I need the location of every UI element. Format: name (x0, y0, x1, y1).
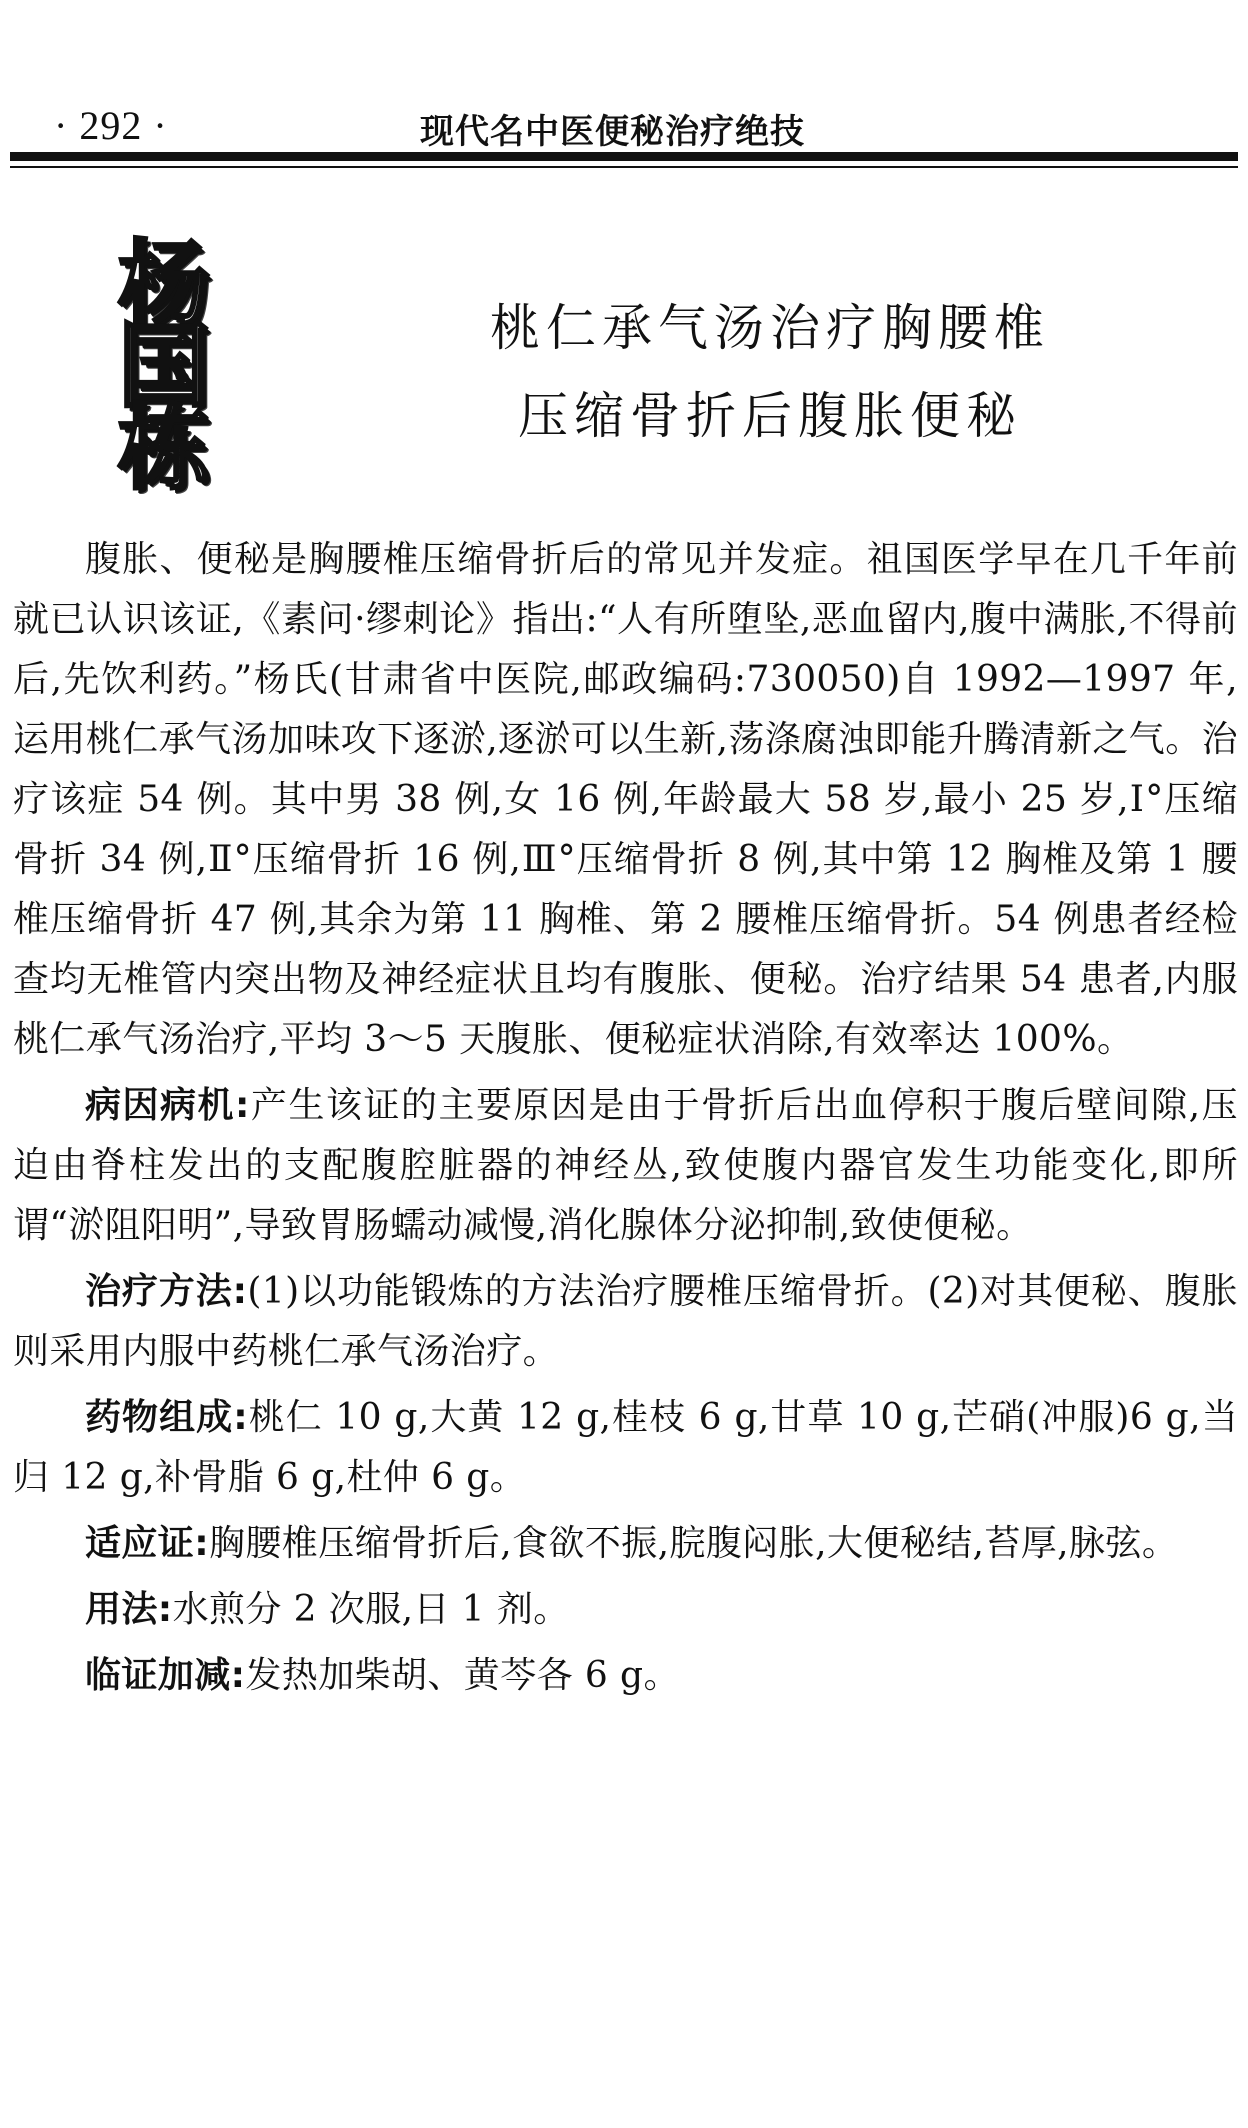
composition-text: 桃仁 10 g,大黄 12 g,桂枝 6 g,甘草 10 g,芒硝(冲服)6 g,当归 12 g,补骨脂 6 g,杜仲 6 g。 (13, 1397, 1238, 1498)
usage-text: 水煎分 2 次服,日 1 剂。 (172, 1589, 570, 1630)
author-name (104, 231, 224, 502)
article-title-line-1: 桃仁承气汤治疗胸腰椎 (490, 299, 1050, 357)
book-title: 现代名中医便秘治疗绝技 (420, 112, 805, 152)
header-rule-thick (10, 152, 1238, 161)
header-rule-thin (10, 166, 1238, 168)
modification-paragraph (13, 1646, 1238, 1706)
composition-paragraph (13, 1388, 1238, 1508)
modification-text: 发热加柴胡、黄芩各 6 g。 (245, 1655, 680, 1696)
article-title (300, 284, 1240, 460)
pathogenesis-text: 产生该证的主要原因是由于骨折后出血停积于腹后壁间隙,压迫由脊柱发出的支配腹腔脏器的神经丛,致使腹内器官发生功能变化,即所谓“淤阻阳明”,导致胃肠蠕动减慢,消化腺体分泌抑制,致使便秘。 (13, 1085, 1238, 1246)
article-body (13, 530, 1238, 1712)
intro-paragraph: 腹胀、便秘是胸腰椎压缩骨折后的常见并发症。祖国医学早在几千年前就已认识该证,《素问·缪刺论》指出:“人有所堕坠,恶血留内,腹中满胀,不得前后,先饮利药。”杨氏(甘肃省中医院,邮政编码:730050)自 1992—1997 年,运用桃仁承气汤加味攻下逐淤,逐淤可以生新,荡涤腐浊即能升腾清新之气。治疗该症 54 例。其中男 38 例,女 16 例,年龄最大 58 岁,最小 25 岁,Ⅰ°压缩骨折 34 例,Ⅱ°压缩骨折 16 例,Ⅲ°压缩骨折 8 例,其中第 12 胸椎及第 1 腰椎压缩骨折 47 例,其余为第 11 胸椎、第 2 腰椎压缩骨折。54 例患者经检查均无椎管内突出物及神经症状且均有腹胀、便秘。治疗结果 54 患者,内服桃仁承气汤治疗,平均 3～5 天腹胀、便秘症状消除,有效率达 100%。 (13, 539, 1238, 1060)
treatment-paragraph (13, 1262, 1238, 1382)
author-char-3: 栋 (117, 395, 210, 502)
usage-paragraph (13, 1580, 1238, 1640)
article-title-line-2: 压缩骨折后腹胀便秘 (518, 387, 1022, 445)
pathogenesis-label: 病因病机: (85, 1085, 250, 1126)
page-number: · 292 · (54, 103, 168, 148)
author-char-2: 国 (117, 313, 210, 420)
treatment-text: (1)以功能锻炼的方法治疗腰椎压缩骨折。(2)对其便秘、腹胀则采用内服中药桃仁承气汤治疗。 (13, 1271, 1238, 1372)
indication-text: 胸腰椎压缩骨折后,食欲不振,脘腹闷胀,大便秘结,苔厚,脉弦。 (209, 1523, 1179, 1564)
indication-paragraph (13, 1514, 1238, 1574)
pathogenesis-paragraph (13, 1076, 1238, 1256)
composition-label: 药物组成: (85, 1397, 249, 1438)
usage-label: 用法: (85, 1589, 173, 1630)
modification-label: 临证加减: (85, 1655, 246, 1696)
indication-label: 适应证: (85, 1523, 209, 1564)
treatment-label: 治疗方法: (85, 1271, 248, 1312)
author-char-1: 杨 (117, 231, 210, 338)
